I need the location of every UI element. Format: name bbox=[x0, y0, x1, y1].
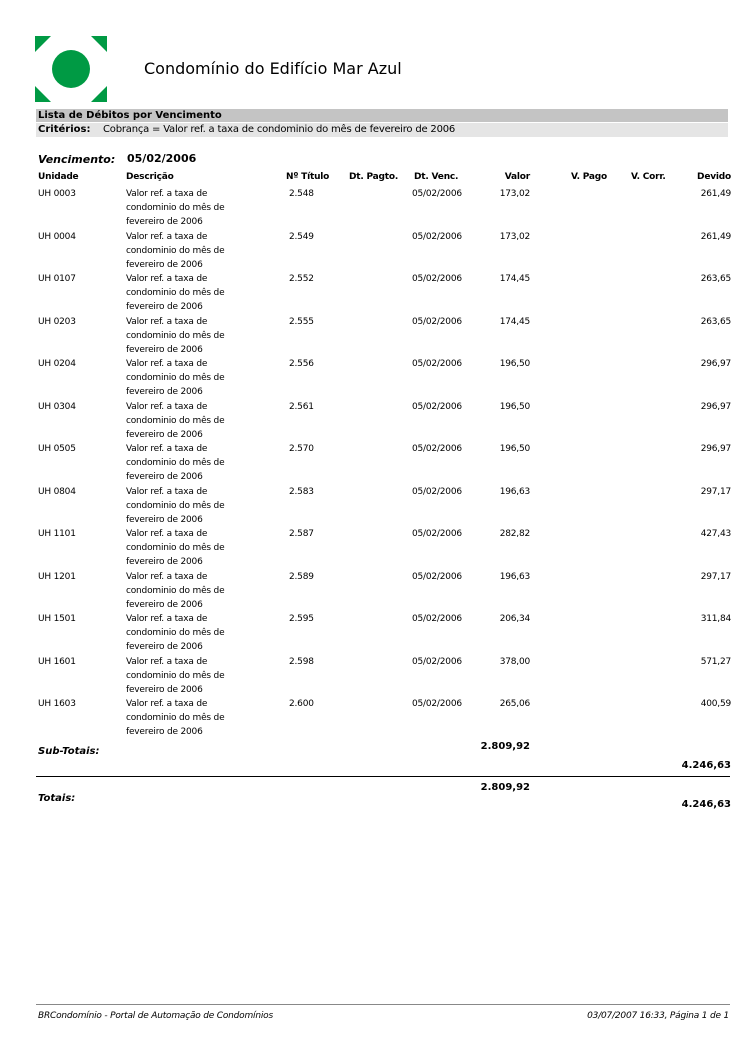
cell-unidade: UH 0204 bbox=[38, 359, 76, 369]
column-header-v-pago: V. Pago bbox=[571, 172, 608, 182]
table-row bbox=[0, 485, 750, 527]
logo-corner-bottom-left bbox=[35, 86, 51, 102]
table-row bbox=[0, 570, 750, 612]
cell-descricao: Valor ref. a taxa de condominio do mês de fevereiro de 2006 bbox=[126, 699, 225, 737]
cell-descricao: Valor ref. a taxa de condominio do mês de fevereiro de 2006 bbox=[126, 444, 225, 482]
criteria-bar bbox=[36, 123, 728, 137]
cell-valor: 206,34 bbox=[499, 614, 530, 624]
cell-descricao: Valor ref. a taxa de condominio do mês de fevereiro de 2006 bbox=[126, 274, 225, 312]
cell-unidade: UH 0107 bbox=[38, 274, 76, 284]
cell-dt-venc: 05/02/2006 bbox=[412, 359, 462, 369]
cell-numero-titulo: 2.583 bbox=[289, 486, 314, 497]
cell-devido: 296,97 bbox=[700, 401, 731, 412]
cell-dt-venc: 05/02/2006 bbox=[412, 231, 462, 242]
cell-unidade: UH 1201 bbox=[38, 571, 76, 582]
cell-devido: 297,17 bbox=[700, 486, 731, 497]
cell-numero-titulo: 2.570 bbox=[289, 444, 314, 454]
cell-unidade: UH 0505 bbox=[38, 444, 76, 454]
report-title: Lista de Débitos por Vencimento bbox=[38, 110, 222, 121]
cell-numero-titulo: 2.600 bbox=[289, 699, 314, 709]
cell-numero-titulo: 2.589 bbox=[289, 571, 314, 582]
column-header-numero-titulo: Nº Título bbox=[286, 172, 330, 182]
cell-numero-titulo: 2.555 bbox=[289, 316, 314, 327]
cell-devido: 297,17 bbox=[700, 571, 731, 582]
subtotals-label: Sub-Totais: bbox=[38, 746, 100, 757]
cell-numero-titulo: 2.556 bbox=[289, 359, 314, 369]
cell-devido: 261,49 bbox=[700, 231, 731, 242]
column-header-valor: Valor bbox=[504, 172, 530, 182]
cell-descricao: Valor ref. a taxa de condominio do mês de fevereiro de 2006 bbox=[126, 486, 225, 525]
cell-descricao: Valor ref. a taxa de condominio do mês de fevereiro de 2006 bbox=[126, 656, 225, 695]
totals-valor: 2.809,92 bbox=[480, 782, 530, 793]
cell-unidade: UH 0304 bbox=[38, 401, 76, 412]
cell-unidade: UH 1501 bbox=[38, 614, 76, 624]
cell-dt-venc: 05/02/2006 bbox=[412, 656, 462, 667]
column-header-descricao: Descrição bbox=[126, 172, 174, 182]
cell-numero-titulo: 2.548 bbox=[289, 189, 314, 199]
column-header-devido: Devido bbox=[697, 172, 731, 182]
cell-valor: 174,45 bbox=[499, 316, 530, 327]
cell-numero-titulo: 2.549 bbox=[289, 231, 314, 242]
subtotals-devido: 4.246,63 bbox=[681, 760, 731, 771]
footer-divider bbox=[36, 1004, 730, 1005]
cell-valor: 378,00 bbox=[499, 656, 530, 667]
subtotals-valor: 2.809,92 bbox=[480, 741, 530, 752]
cell-unidade: UH 0804 bbox=[38, 486, 76, 497]
cell-descricao: Valor ref. a taxa de condominio do mês de fevereiro de 2006 bbox=[126, 571, 225, 610]
cell-devido: 263,65 bbox=[700, 274, 731, 284]
cell-valor: 265,06 bbox=[499, 699, 530, 709]
table-row bbox=[0, 442, 750, 484]
cell-descricao: Valor ref. a taxa de condominio do mês de fevereiro de 2006 bbox=[126, 316, 225, 355]
logo-corner-bottom-right bbox=[91, 86, 107, 102]
cell-valor: 282,82 bbox=[499, 529, 530, 539]
cell-dt-venc: 05/02/2006 bbox=[412, 486, 462, 497]
column-header-unidade: Unidade bbox=[38, 172, 79, 182]
column-header-dt-pagto: Dt. Pagto. bbox=[349, 172, 399, 182]
cell-unidade: UH 1601 bbox=[38, 656, 76, 667]
table-row bbox=[0, 400, 750, 442]
cell-dt-venc: 05/02/2006 bbox=[412, 444, 462, 454]
cell-unidade: UH 0004 bbox=[38, 231, 76, 242]
cell-dt-venc: 05/02/2006 bbox=[412, 316, 462, 327]
condominio-logo bbox=[35, 36, 107, 102]
cell-valor: 196,50 bbox=[499, 444, 530, 454]
table-row bbox=[0, 655, 750, 697]
table-row bbox=[0, 697, 750, 739]
cell-dt-venc: 05/02/2006 bbox=[412, 614, 462, 624]
table-row bbox=[0, 357, 750, 399]
cell-descricao: Valor ref. a taxa de condominio do mês de fevereiro de 2006 bbox=[126, 529, 225, 567]
cell-unidade: UH 1101 bbox=[38, 529, 76, 539]
logo-corner-top-right bbox=[91, 36, 107, 52]
cell-valor: 173,02 bbox=[499, 231, 530, 242]
cell-devido: 261,49 bbox=[700, 189, 731, 199]
cell-devido: 571,27 bbox=[700, 656, 731, 667]
cell-devido: 296,97 bbox=[700, 444, 731, 454]
logo-circle bbox=[52, 50, 90, 88]
table-row bbox=[0, 230, 750, 272]
cell-dt-venc: 05/02/2006 bbox=[412, 699, 462, 709]
cell-unidade: UH 1603 bbox=[38, 699, 76, 709]
cell-devido: 427,43 bbox=[700, 529, 731, 539]
cell-valor: 174,45 bbox=[499, 274, 530, 284]
table-row bbox=[0, 612, 750, 654]
cell-valor: 196,50 bbox=[499, 359, 530, 369]
totals-label: Totais: bbox=[38, 793, 76, 804]
column-header-v-corr: V. Corr. bbox=[631, 172, 666, 182]
cell-dt-venc: 05/02/2006 bbox=[412, 189, 462, 199]
cell-descricao: Valor ref. a taxa de condominio do mês de fevereiro de 2006 bbox=[126, 359, 225, 397]
cell-dt-venc: 05/02/2006 bbox=[412, 401, 462, 412]
group-label: Vencimento: bbox=[38, 153, 116, 166]
cell-valor: 196,63 bbox=[499, 571, 530, 582]
cell-valor: 173,02 bbox=[499, 189, 530, 199]
footer-right-text: 03/07/2007 16:33, Página 1 de 1 bbox=[587, 1011, 729, 1021]
cell-descricao: Valor ref. a taxa de condominio do mês de fevereiro de 2006 bbox=[126, 614, 225, 652]
table-row bbox=[0, 527, 750, 569]
table-row bbox=[0, 315, 750, 357]
cell-unidade: UH 0003 bbox=[38, 189, 76, 199]
totals-divider bbox=[36, 776, 730, 777]
table-row bbox=[0, 272, 750, 314]
cell-valor: 196,63 bbox=[499, 486, 530, 497]
cell-numero-titulo: 2.598 bbox=[289, 656, 314, 667]
cell-unidade: UH 0203 bbox=[38, 316, 76, 327]
cell-valor: 196,50 bbox=[499, 401, 530, 412]
company-name: Condomínio do Edifício Mar Azul bbox=[144, 59, 402, 78]
group-date: 05/02/2006 bbox=[127, 152, 197, 165]
totals-devido: 4.246,63 bbox=[681, 799, 731, 810]
logo-corner-top-left bbox=[35, 36, 51, 52]
cell-numero-titulo: 2.561 bbox=[289, 401, 314, 412]
footer-left-text: BRCondomínio - Portal de Automação de Condomínios bbox=[38, 1011, 273, 1021]
cell-descricao: Valor ref. a taxa de condominio do mês de fevereiro de 2006 bbox=[126, 189, 225, 227]
table-row bbox=[0, 187, 750, 229]
cell-devido: 400,59 bbox=[700, 699, 731, 709]
report-title-bar bbox=[36, 109, 728, 122]
cell-dt-venc: 05/02/2006 bbox=[412, 274, 462, 284]
criteria-value: Cobrança = Valor ref. a taxa de condominio do mês de fevereiro de 2006 bbox=[103, 124, 456, 135]
cell-descricao: Valor ref. a taxa de condominio do mês de fevereiro de 2006 bbox=[126, 401, 225, 440]
cell-devido: 263,65 bbox=[700, 316, 731, 327]
cell-numero-titulo: 2.552 bbox=[289, 274, 314, 284]
cell-dt-venc: 05/02/2006 bbox=[412, 529, 462, 539]
cell-numero-titulo: 2.595 bbox=[289, 614, 314, 624]
cell-descricao: Valor ref. a taxa de condominio do mês de fevereiro de 2006 bbox=[126, 231, 225, 270]
cell-numero-titulo: 2.587 bbox=[289, 529, 314, 539]
cell-dt-venc: 05/02/2006 bbox=[412, 571, 462, 582]
column-header-dt-venc: Dt. Venc. bbox=[414, 172, 459, 182]
cell-devido: 311,84 bbox=[700, 614, 731, 624]
criteria-label: Critérios: bbox=[38, 124, 91, 135]
cell-devido: 296,97 bbox=[700, 359, 731, 369]
